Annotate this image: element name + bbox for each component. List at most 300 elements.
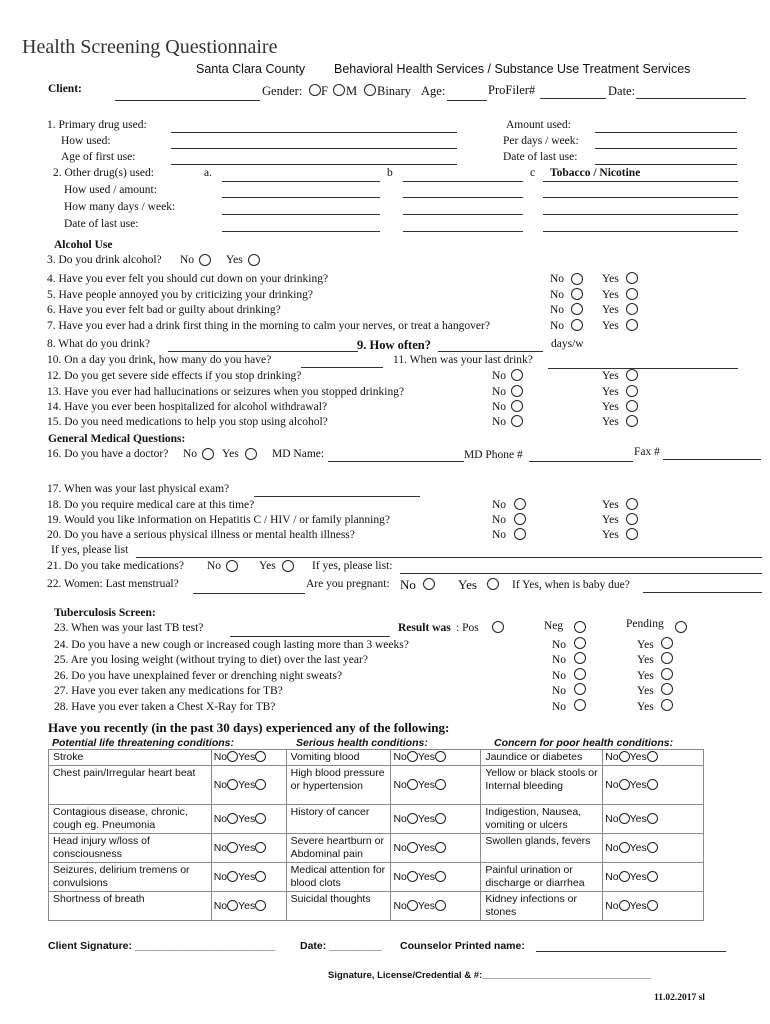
tobacco-field[interactable]: [543, 181, 738, 182]
q14-yes: Yes: [602, 401, 619, 413]
medical-heading: General Medical Questions:: [48, 433, 186, 445]
drug-b-field[interactable]: [403, 181, 523, 182]
condition-yes-no: [603, 805, 704, 834]
yes-label: Yes: [238, 778, 256, 791]
yes-radio[interactable]: [255, 779, 266, 790]
no-radio[interactable]: [619, 900, 630, 911]
yes-label: Yes: [629, 899, 647, 912]
yes-radio[interactable]: [647, 813, 658, 824]
pending-label: Pending: [626, 618, 664, 630]
q17-label: 17. When was your last physical exam?: [47, 483, 230, 495]
q28-no-radio[interactable]: [574, 699, 586, 711]
q13-yes-radio[interactable]: [626, 385, 638, 397]
no-label: No: [393, 778, 407, 791]
yes-label: Yes: [238, 812, 256, 825]
q21-yes-radio[interactable]: [282, 560, 294, 572]
yes-label: Yes: [238, 751, 256, 763]
no-label: No: [605, 899, 619, 912]
q13-yes: Yes: [602, 386, 619, 398]
q4-no-radio[interactable]: [571, 273, 583, 285]
yes-radio[interactable]: [647, 779, 658, 790]
age-first-label: Age of first use:: [61, 151, 136, 163]
q20-no-radio[interactable]: [514, 528, 526, 540]
q12-label: 12. Do you get severe side effects if you stop drinking?: [47, 370, 302, 382]
q25-yes: Yes: [637, 654, 654, 666]
q21-no-radio[interactable]: [226, 560, 238, 572]
yes-label: Yes: [629, 751, 647, 763]
q10-field[interactable]: [301, 367, 383, 368]
yes-radio[interactable]: [647, 751, 658, 762]
condition-label: Yellow or black stools or Internal bleeding: [481, 766, 603, 805]
condition-yes-no: [211, 834, 286, 863]
if-yes-label: If yes, please list: [51, 544, 129, 556]
q1-label: 1. Primary drug used:: [47, 119, 147, 131]
md-phone-field[interactable]: [529, 461, 633, 462]
q25-no-radio[interactable]: [574, 652, 586, 664]
yes-label: Yes: [238, 870, 256, 883]
no-label: No: [393, 899, 407, 912]
yes-label: Yes: [629, 778, 647, 791]
no-radio[interactable]: [227, 900, 238, 911]
condition-label: Indigestion, Nausea, vomiting or ulcers: [481, 805, 603, 834]
yes-label: Yes: [417, 778, 436, 791]
amount-label: Amount used:: [506, 119, 571, 131]
q15-no-radio[interactable]: [511, 415, 523, 427]
pregnant-yes-radio[interactable]: [487, 578, 499, 590]
q5-yes: Yes: [602, 289, 619, 301]
alcohol-heading: Alcohol Use: [54, 239, 113, 251]
q19-no: No: [492, 514, 507, 526]
q3-no-radio[interactable]: [199, 254, 211, 266]
q19-yes-radio[interactable]: [626, 513, 638, 525]
q17-field[interactable]: [254, 496, 420, 497]
yes-radio[interactable]: [435, 842, 446, 853]
profiler-label: ProFiler#: [488, 83, 536, 97]
pregnant-no: No: [400, 577, 416, 592]
footer-date[interactable]: Date: _________: [300, 940, 382, 952]
q28-yes-radio[interactable]: [661, 699, 673, 711]
age-label: Age:: [421, 84, 446, 98]
no-label: No: [213, 899, 228, 912]
condition-yes-no: [211, 766, 286, 805]
drug-a-field[interactable]: [222, 181, 380, 182]
q21-yes: Yes: [259, 560, 276, 572]
condition-label: Swollen glands, fevers: [481, 834, 603, 863]
q20-yes: Yes: [602, 529, 619, 541]
q15-yes: Yes: [602, 416, 619, 428]
no-radio[interactable]: [227, 813, 238, 824]
q24-label: 24. Do you have a new cough or increased cough lasting more than 3 weeks?: [54, 639, 409, 651]
credential-signature[interactable]: Signature, License/Credential & #:________________________________: [328, 970, 652, 981]
q8-field[interactable]: [168, 351, 358, 352]
condition-row: [49, 766, 704, 805]
per-days-label: Per days / week:: [503, 135, 579, 147]
pregnant-label: Are you pregnant:: [306, 578, 390, 590]
condition-yes-no: [211, 863, 286, 892]
q9-label: 9. How often?: [357, 338, 431, 352]
yes-radio[interactable]: [647, 871, 658, 882]
q7-no-radio[interactable]: [571, 319, 583, 331]
pregnant-no-radio[interactable]: [423, 578, 435, 590]
no-label: No: [213, 841, 228, 854]
conditions-table: [48, 749, 704, 921]
condition-label: Jaundice or diabetes: [481, 750, 603, 766]
q18-label: 18. Do you require medical care at this time?: [47, 499, 255, 511]
q28-no: No: [552, 701, 567, 713]
q20-yes-radio[interactable]: [626, 528, 638, 540]
if-yes2-field[interactable]: [400, 573, 762, 574]
q21-no: No: [207, 560, 222, 572]
q6-yes-radio[interactable]: [626, 303, 638, 315]
q3-label: 3. Do you drink alcohol?: [47, 254, 162, 266]
yes-radio[interactable]: [435, 779, 446, 790]
condition-label: Chest pain/Irregular heart beat: [49, 766, 212, 805]
q28-yes: Yes: [637, 701, 654, 713]
yes-label: Yes: [238, 899, 256, 912]
q5-no: No: [550, 289, 565, 301]
date-label: Date:: [608, 84, 636, 98]
date-last2-b[interactable]: [403, 231, 523, 232]
q20-label: 20. Do you have a serious physical illness or mental health illness?: [47, 529, 355, 541]
q23-field[interactable]: [230, 636, 390, 637]
condition-label: High blood pressure or hypertension: [286, 766, 391, 805]
no-radio[interactable]: [227, 871, 238, 882]
yes-radio[interactable]: [255, 751, 266, 762]
if-yes2-label: If yes, please list:: [312, 560, 393, 572]
q6-no: No: [550, 304, 565, 316]
q3-yes-label: Yes: [226, 254, 243, 266]
q3-yes-radio[interactable]: [248, 254, 260, 266]
condition-row: [49, 892, 704, 921]
tobacco-label: Tobacco / Nicotine: [550, 167, 641, 179]
q7-yes: Yes: [602, 320, 619, 332]
q26-no-radio[interactable]: [574, 668, 586, 680]
how-amount-label: How used / amount:: [64, 184, 157, 196]
q27-label: 27. Have you ever taken any medications for TB?: [54, 685, 283, 697]
counselor-name-field[interactable]: [536, 951, 726, 952]
no-label: No: [213, 812, 228, 825]
yes-label: Yes: [417, 841, 436, 854]
pos-radio[interactable]: [492, 621, 504, 633]
q7-yes-radio[interactable]: [626, 319, 638, 331]
q4-no: No: [550, 273, 565, 285]
condition-yes-no: [603, 892, 704, 921]
form-code: 11.02.2017 sl: [654, 993, 705, 1003]
date-last-label: Date of last use:: [503, 151, 578, 163]
how-amount-c[interactable]: [543, 197, 738, 198]
result-label: Result was: [398, 622, 451, 634]
no-radio[interactable]: [227, 842, 238, 853]
gender-f-radio[interactable]: [309, 84, 321, 96]
condition-yes-no: [603, 834, 704, 863]
no-radio[interactable]: [407, 813, 418, 824]
q15-label: 15. Do you need medications to help you stop using alcohol?: [47, 416, 328, 428]
q25-label: 25. Are you losing weight (without trying to diet) over the last year?: [54, 654, 368, 666]
q14-no-radio[interactable]: [511, 400, 523, 412]
condition-label: Painful urination or discharge or diarrhea: [481, 863, 603, 892]
q24-no-radio[interactable]: [574, 637, 586, 649]
col2-heading: Serious health conditions:: [296, 737, 428, 749]
baby-due-label: If Yes, when is baby due?: [512, 579, 630, 591]
q27-no: No: [552, 685, 567, 697]
yes-radio[interactable]: [435, 813, 446, 824]
age-field[interactable]: [447, 100, 487, 101]
condition-row: [49, 834, 704, 863]
q9-field[interactable]: [438, 351, 543, 352]
q11-label: 11. When was your last drink?: [393, 354, 533, 366]
md-name-field[interactable]: [328, 461, 464, 462]
q11-field[interactable]: [548, 368, 738, 369]
no-radio[interactable]: [227, 779, 238, 790]
q7-no: No: [550, 320, 565, 332]
condition-row: [49, 750, 704, 766]
q18-yes-radio[interactable]: [626, 498, 638, 510]
drug-c-label: c: [530, 167, 536, 179]
q22-field[interactable]: [193, 593, 305, 594]
client-field[interactable]: [115, 100, 260, 101]
q21-label: 21. Do you take medications?: [47, 560, 185, 572]
condition-label: Suicidal thoughts: [286, 892, 391, 921]
drug-b-label: b: [387, 167, 393, 179]
q18-no: No: [492, 499, 507, 511]
condition-label: Seizures, delirium tremens or convulsions: [49, 863, 212, 892]
condition-label: Stroke: [49, 750, 212, 766]
yes-label: Yes: [417, 899, 436, 912]
no-label: No: [605, 778, 619, 791]
q13-no: No: [492, 386, 507, 398]
if-yes-field[interactable]: [136, 557, 762, 558]
q12-yes-radio[interactable]: [626, 369, 638, 381]
no-label: No: [605, 751, 619, 763]
no-radio[interactable]: [407, 751, 418, 762]
condition-yes-no: [391, 863, 481, 892]
q24-no: No: [552, 639, 567, 651]
yes-label: Yes: [417, 751, 436, 763]
yes-radio[interactable]: [435, 751, 446, 762]
no-label: No: [393, 870, 407, 883]
q26-label: 26. Do you have unexplained fever or drenching night sweats?: [54, 670, 343, 682]
client-label: Client:: [48, 83, 82, 95]
q26-yes-radio[interactable]: [661, 668, 673, 680]
no-label: No: [393, 812, 407, 825]
no-label: No: [605, 870, 619, 883]
q26-no: No: [552, 670, 567, 682]
how-amount-a[interactable]: [222, 197, 380, 198]
neg-radio[interactable]: [574, 621, 586, 633]
condition-label: Medical attention for blood clots: [286, 863, 391, 892]
q16-yes: Yes: [222, 448, 239, 460]
q5-yes-radio[interactable]: [626, 288, 638, 300]
md-phone-label: MD Phone #: [464, 449, 523, 461]
how-many-a[interactable]: [222, 214, 380, 215]
amount-field[interactable]: [595, 132, 737, 133]
department: Behavioral Health Services / Substance Use Treatment Services: [334, 62, 691, 76]
q2-label: 2. Other drug(s) used:: [53, 167, 154, 179]
yes-label: Yes: [417, 812, 436, 825]
q24-yes: Yes: [637, 639, 654, 651]
condition-label: Contagious disease, chronic, cough eg. Pneumonia: [49, 805, 212, 834]
no-label: No: [605, 841, 619, 854]
q27-no-radio[interactable]: [574, 683, 586, 695]
drug-a-label: a.: [204, 167, 212, 179]
pending-radio[interactable]: [675, 621, 687, 633]
page-title: Health Screening Questionnaire: [22, 36, 278, 58]
yes-radio[interactable]: [435, 871, 446, 882]
how-many-c[interactable]: [543, 214, 738, 215]
no-radio[interactable]: [227, 751, 238, 762]
gender-binary-label: Binary: [377, 84, 412, 98]
age-first-field[interactable]: [171, 164, 457, 165]
yes-label: Yes: [629, 841, 647, 854]
yes-radio[interactable]: [647, 842, 658, 853]
no-label: No: [393, 751, 407, 763]
how-amount-b[interactable]: [403, 197, 523, 198]
q16-no: No: [183, 448, 198, 460]
gender-binary-radio[interactable]: [364, 84, 376, 96]
q12-yes: Yes: [602, 370, 619, 382]
how-many-label: How many days / week:: [64, 201, 176, 213]
q15-yes-radio[interactable]: [626, 415, 638, 427]
condition-row: [49, 805, 704, 834]
no-radio[interactable]: [619, 779, 630, 790]
q25-yes-radio[interactable]: [661, 652, 673, 664]
col1-heading: Potential life threatening conditions:: [52, 737, 235, 749]
date-last2-a[interactable]: [222, 231, 380, 232]
q16-label: 16. Do you have a doctor?: [47, 448, 169, 460]
date-last2-c[interactable]: [543, 231, 738, 232]
counselor-name-label: Counselor Printed name:: [400, 940, 525, 952]
fax-label: Fax #: [634, 446, 660, 458]
q14-no: No: [492, 401, 507, 413]
condition-yes-no: [211, 892, 286, 921]
q5-no-radio[interactable]: [571, 288, 583, 300]
gender-m-label: M: [346, 84, 358, 98]
fax-field[interactable]: [663, 459, 761, 460]
q10-label: 10. On a day you drink, how many do you have?: [47, 354, 272, 366]
q28-label: 28. Have you ever taken a Chest X-Ray for TB?: [54, 701, 276, 713]
days-label: days/w: [551, 338, 584, 350]
no-label: No: [605, 812, 619, 825]
q16-no-radio[interactable]: [202, 448, 214, 460]
conditions-heading: Have you recently (in the past 30 days) experienced any of the following:: [48, 720, 450, 735]
yes-radio[interactable]: [435, 900, 446, 911]
q4-label: 4. Have you ever felt you should cut down on your drinking?: [47, 273, 329, 285]
gender-label: Gender:: [262, 84, 303, 98]
county: Santa Clara County: [196, 62, 306, 76]
gender-f-label: F: [321, 84, 328, 98]
q25-no: No: [552, 654, 567, 666]
how-used-label: How used:: [61, 135, 111, 147]
yes-radio[interactable]: [255, 900, 266, 911]
yes-radio[interactable]: [255, 871, 266, 882]
no-radio[interactable]: [407, 779, 418, 790]
q19-label: 19. Would you like information on Hepatitis C / HIV / or family planning?: [47, 514, 390, 526]
client-signature[interactable]: Client Signature: ________________________: [48, 940, 276, 952]
q5-label: 5. Have people annoyed you by criticizing your drinking?: [47, 289, 314, 301]
tb-heading: Tuberculosis Screen:: [54, 607, 156, 619]
condition-label: Kidney infections or stones: [481, 892, 603, 921]
yes-label: Yes: [417, 870, 436, 883]
q15-no: No: [492, 416, 507, 428]
no-radio[interactable]: [407, 900, 418, 911]
yes-radio[interactable]: [647, 900, 658, 911]
per-days-field[interactable]: [595, 148, 737, 149]
how-many-b[interactable]: [403, 214, 523, 215]
q19-yes: Yes: [602, 514, 619, 526]
yes-radio[interactable]: [255, 842, 266, 853]
pregnant-yes: Yes: [458, 577, 477, 592]
date-field[interactable]: [636, 98, 746, 99]
no-radio[interactable]: [407, 871, 418, 882]
q16-yes-radio[interactable]: [245, 448, 257, 460]
q18-yes: Yes: [602, 499, 619, 511]
q13-label: 13. Have you ever had hallucinations or seizures when you stopped drinking?: [47, 386, 405, 398]
q14-yes-radio[interactable]: [626, 400, 638, 412]
no-radio[interactable]: [619, 751, 630, 762]
q4-yes-radio[interactable]: [626, 272, 638, 284]
condition-row: [49, 863, 704, 892]
date-last2-label: Date of last use:: [64, 218, 139, 230]
q20-no: No: [492, 529, 507, 541]
profiler-field[interactable]: [540, 98, 606, 99]
no-radio[interactable]: [619, 871, 630, 882]
yes-radio[interactable]: [255, 813, 266, 824]
condition-yes-no: [603, 766, 704, 805]
q19-no-radio[interactable]: [514, 513, 526, 525]
no-label: No: [213, 751, 228, 763]
q1-field[interactable]: [171, 132, 457, 133]
q23-label: 23. When was your last TB test?: [54, 622, 204, 634]
no-radio[interactable]: [619, 813, 630, 824]
no-label: No: [213, 870, 228, 883]
pos-label: : Pos: [456, 622, 479, 634]
condition-yes-no: [603, 863, 704, 892]
q24-yes-radio[interactable]: [661, 637, 673, 649]
yes-label: Yes: [238, 841, 256, 854]
no-radio[interactable]: [619, 842, 630, 853]
how-used-field[interactable]: [171, 148, 457, 149]
condition-yes-no: [603, 750, 704, 766]
no-label: No: [213, 778, 228, 791]
condition-label: Vomiting blood: [286, 750, 391, 766]
no-radio[interactable]: [407, 842, 418, 853]
q7-label: 7. Have you ever had a drink first thing in the morning to calm your nerves, or treat a hangover?: [47, 320, 490, 332]
gender-m-radio[interactable]: [333, 84, 345, 96]
q13-no-radio[interactable]: [511, 385, 523, 397]
q12-no-radio[interactable]: [511, 369, 523, 381]
date-last-field[interactable]: [595, 164, 737, 165]
md-name-label: MD Name:: [272, 448, 325, 460]
condition-yes-no: [211, 750, 286, 766]
yes-label: Yes: [629, 812, 647, 825]
condition-yes-no: [211, 805, 286, 834]
q8-label: 8. What do you drink?: [47, 338, 150, 350]
q14-label: 14. Have you ever been hospitalized for alcohol withdrawal?: [47, 401, 328, 413]
condition-yes-no: [391, 766, 481, 805]
condition-yes-no: [391, 805, 481, 834]
neg-label: Neg: [544, 620, 564, 632]
q3-no-label: No: [180, 254, 195, 266]
condition-label: History of cancer: [286, 805, 391, 834]
condition-label: Severe heartburn or Abdominal pain: [286, 834, 391, 863]
q27-yes: Yes: [637, 685, 654, 697]
baby-due-field[interactable]: [643, 592, 762, 593]
q18-no-radio[interactable]: [514, 498, 526, 510]
condition-yes-no: [391, 892, 481, 921]
q27-yes-radio[interactable]: [661, 683, 673, 695]
q12-no: No: [492, 370, 507, 382]
q6-no-radio[interactable]: [571, 303, 583, 315]
